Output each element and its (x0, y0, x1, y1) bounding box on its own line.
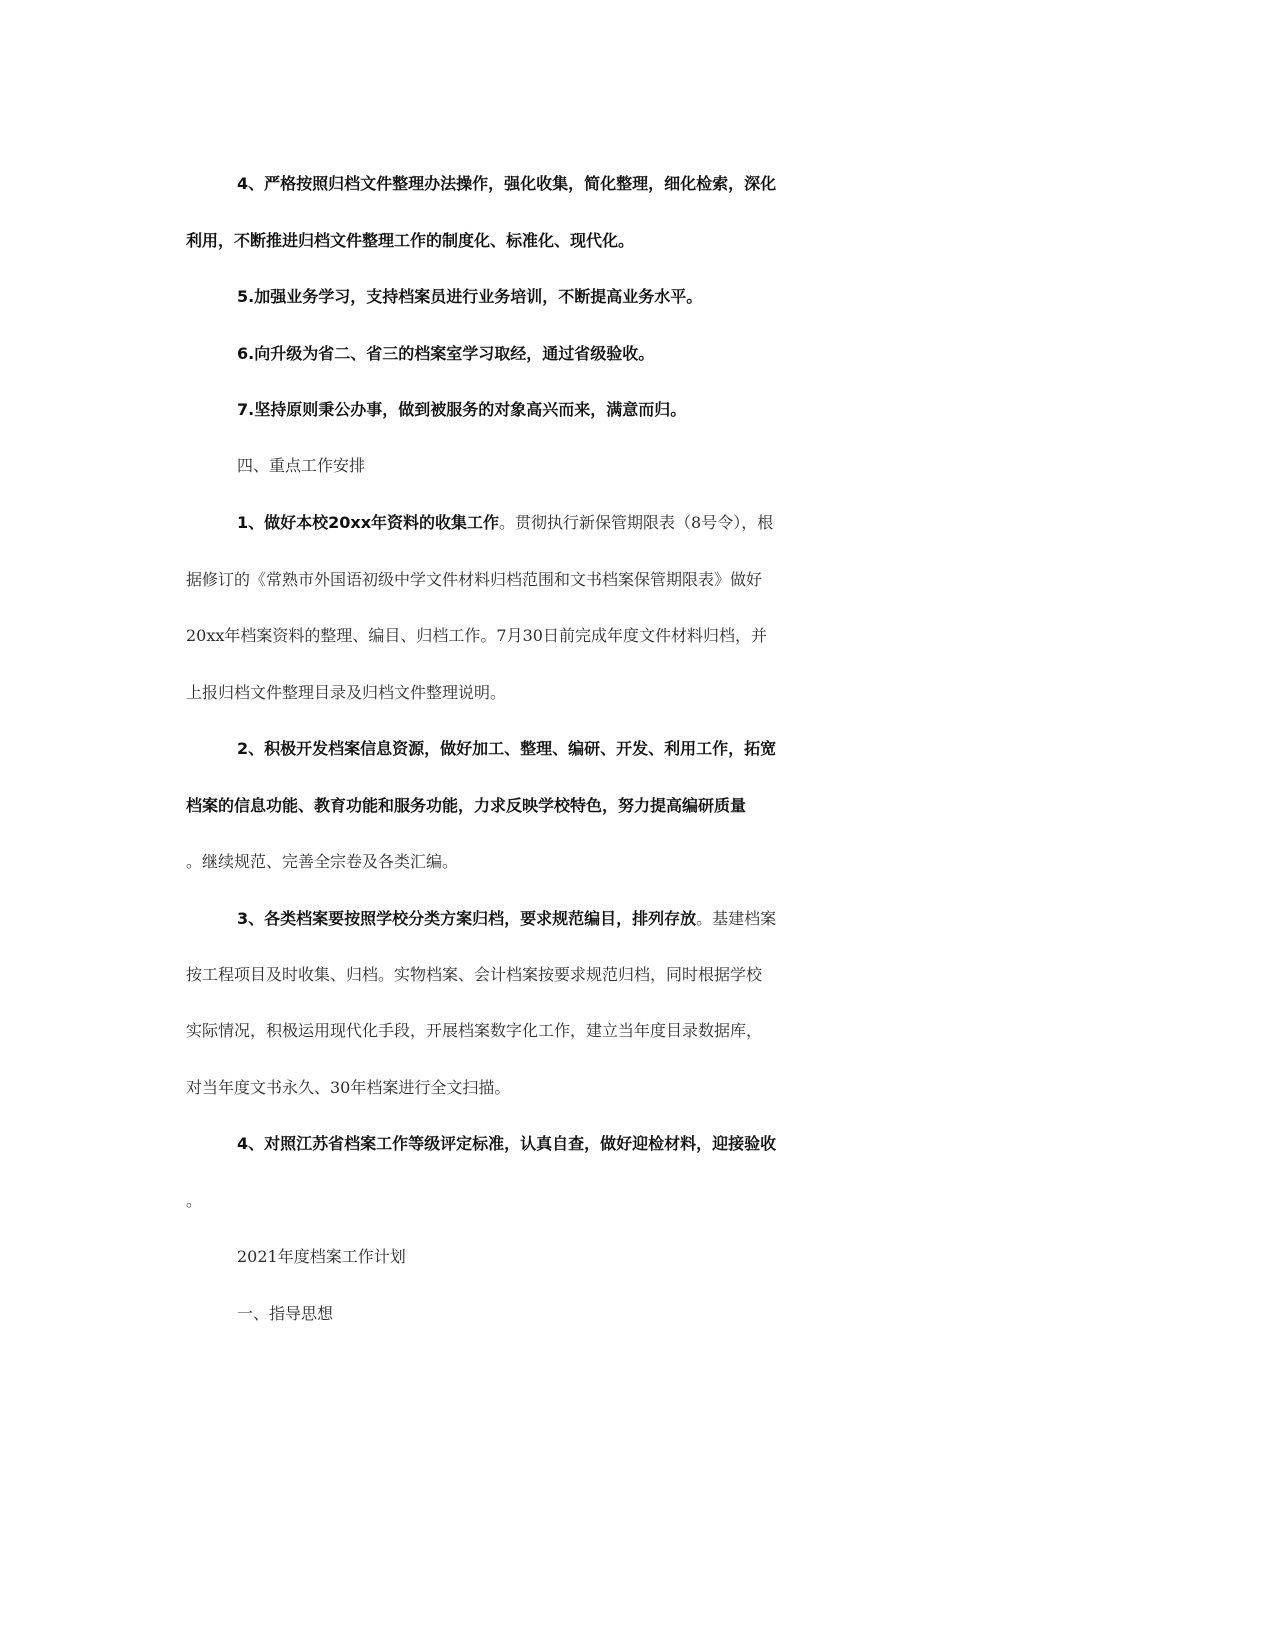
key-item-1-line-1 (237, 494, 773, 552)
item-4-line-1: 4、严格按照归档文件整理办法操作，强化收集，简化整理，细化检索，深化 (237, 174, 777, 193)
key-item-3-line-3: 实际情况，积极运用现代化手段，开展档案数字化工作，建立当年度目录数据库， (186, 1021, 763, 1040)
key-item-3-line-2: 按工程项目及时收集、归档。实物档案、会计档案按要求规范归档，同时根据学校 (186, 965, 763, 984)
key-item-3-line-1 (237, 890, 776, 948)
key-item-1-line-3: 20xx年档案资料的整理、编目、归档工作。7月30日前完成年度文件材料归档，并 (186, 626, 767, 645)
item-5: 5.加强业务学习，支持档案员进行业务培训，不断提高业务水平。 (237, 287, 703, 306)
key-item-2-line-1: 2、积极开发档案信息资源，做好加工、整理、编研、开发、利用工作，拓宽 (237, 739, 777, 758)
item-4-line-2: 利用，不断推进归档文件整理工作的制度化、标准化、现代化。 (186, 231, 635, 250)
key-item-1-line-4: 上报归档文件整理目录及归档文件整理说明。 (186, 683, 507, 702)
key-item-4-line-1: 4、对照江苏省档案工作等级评定标准，认真自查，做好迎检材料，迎接验收 (237, 1134, 777, 1153)
plan-title: 2021年度档案工作计划 (237, 1247, 406, 1266)
key-item-1-lead: 1、做好本校20xx年资料的收集工作 (237, 513, 500, 532)
section-1-heading: 一、指导思想 (237, 1304, 334, 1323)
section-4-heading: 四、重点工作安排 (237, 456, 366, 475)
key-item-2-line-2: 档案的信息功能、教育功能和服务功能，力求反映学校特色，努力提高编研质量 (186, 796, 747, 815)
item-6: 6.向升级为省二、省三的档案室学习取经，通过省级验收。 (237, 344, 655, 363)
key-item-3-line-1-rest: 。基建档案 (696, 909, 777, 928)
item-7: 7.坚持原则秉公办事，做到被服务的对象高兴而来，满意而归。 (237, 400, 687, 419)
key-item-3-lead: 3、各类档案要按照学校分类方案归档，要求规范编目，排列存放 (237, 909, 697, 928)
key-item-2-line-3: 。继续规范、完善全宗卷及各类汇编。 (186, 852, 459, 871)
key-item-3-line-4: 对当年度文书永久、30年档案进行全文扫描。 (186, 1078, 511, 1097)
key-item-1-line-2: 据修订的《常熟市外国语初级中学文件材料归档范围和文书档案保管期限表》做好 (186, 570, 763, 589)
key-item-1-line-1-rest: 。贯彻执行新保管期限表（8号令），根 (499, 513, 774, 532)
key-item-4-line-2: 。 (186, 1191, 203, 1210)
